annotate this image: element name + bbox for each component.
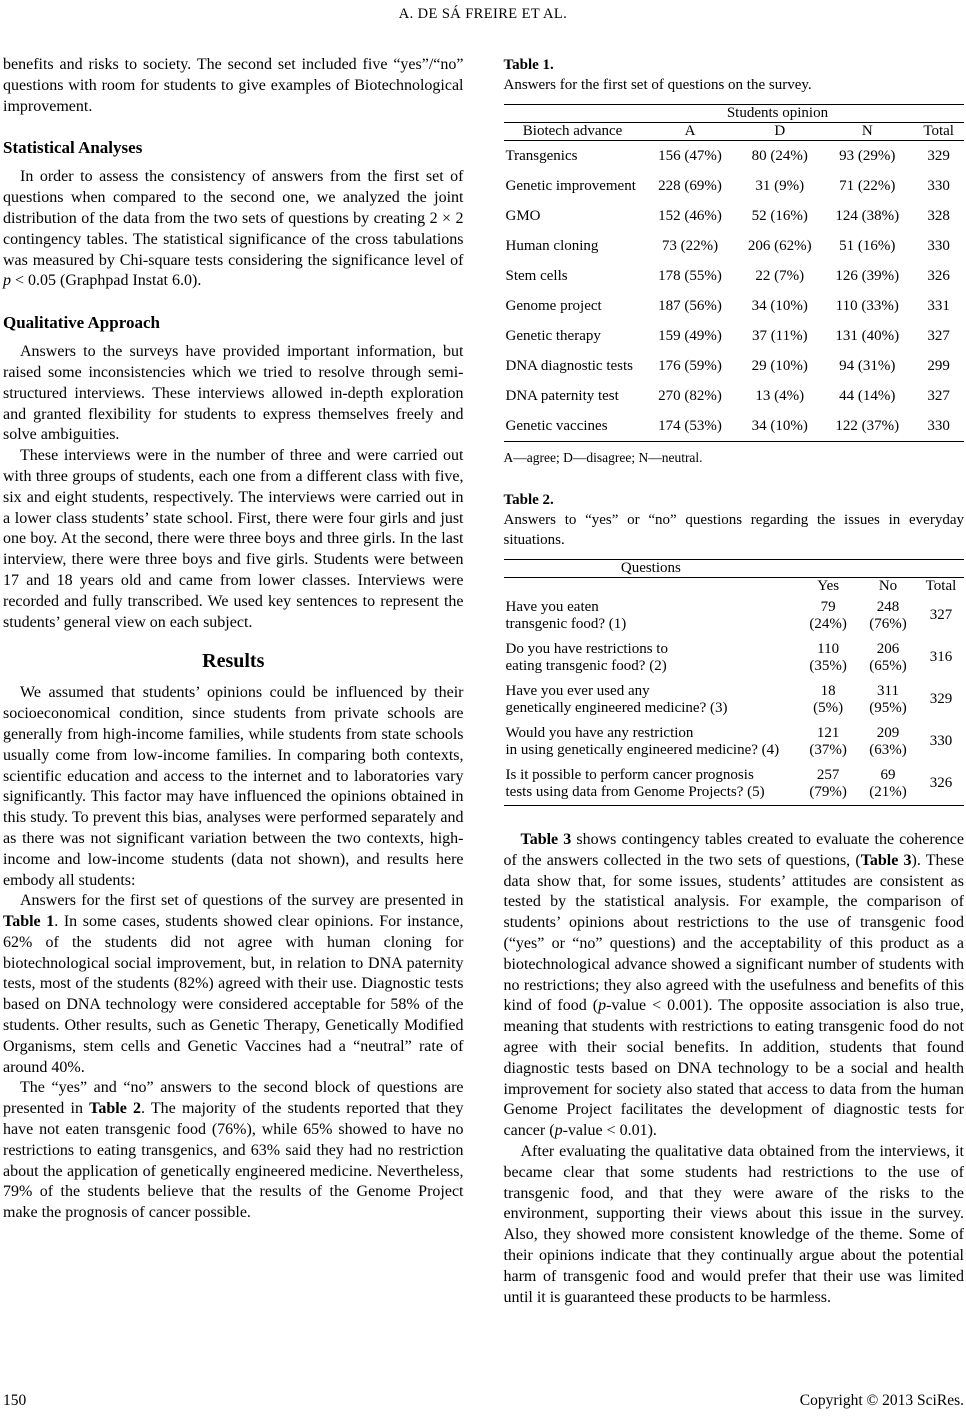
table-header-row [504, 123, 965, 141]
text-segment: Table 3 [860, 851, 912, 869]
table-row [504, 637, 965, 679]
table-cell: 93 (29%) [839, 147, 896, 164]
table-span-header-row [504, 560, 965, 578]
table-row [504, 141, 965, 172]
table-cell: 327 [927, 327, 950, 344]
table-cell: 326 [927, 267, 950, 284]
table-cell: Human cloning [505, 237, 599, 254]
table-cell: 311 (95%) [869, 682, 907, 716]
table-row [504, 351, 965, 381]
text-segment: Table 3 [520, 831, 572, 848]
table-cell: 110 (35%) [809, 640, 847, 674]
table-cell: 174 (53%) [658, 417, 722, 434]
paragraph [504, 1142, 965, 1308]
paragraph [3, 683, 464, 891]
text-segment: Answers to the surveys have provided important information, but raised some inconsistencies which we tried to resolve through semi-structured interviews. These interviews allowed in-depth exploration and granted flexibility for students to express themselves freely and solve ambiguities. [3, 343, 464, 444]
table-cell: 71 (22%) [839, 177, 896, 194]
table-cell: 209 (63%) [869, 724, 907, 758]
text-segment: -value < 0.001). The opposite association is also true, meaning that students with restrictions to eating transgenic food do not agree with their social benefits. In addition, students that found diagnostic tests based on DNA technology to be a social and health improvement for society also stated that access to data from the human Genome Project facilitates the development of diagnostic tests for cancer ( [503, 997, 964, 1140]
text-segment: The “yes” and “no” answers to the second block of questions are presented in [3, 1079, 464, 1118]
text-segment: shows contingency tables created to evaluate the coherence of the answers collected in the two sets of questions, ( [503, 831, 964, 869]
table-cell: 110 (33%) [835, 297, 899, 314]
span-header: Students opinion [642, 105, 914, 123]
table-row [504, 381, 965, 411]
table-1-label: Table 1. [503, 57, 554, 73]
column-header: A [642, 123, 739, 141]
table-1-footnote: A—agree; D—disagree; N—neutral. [503, 450, 703, 465]
paragraph [3, 1078, 464, 1224]
paragraph [504, 830, 965, 1142]
table-cell: 51 (16%) [839, 237, 896, 254]
table-cell: 316 [929, 649, 953, 666]
table-cell: Transgenics [505, 147, 578, 164]
table-cell: 257 (79%) [809, 766, 847, 800]
table-cell: 31 (9%) [755, 177, 805, 194]
table-1-grid [504, 104, 965, 442]
page-number: 150 [3, 1392, 27, 1409]
table-row [504, 595, 965, 637]
text-segment: < 0.05 (Graphpad Instat 6.0). [11, 272, 202, 290]
table-cell: 94 (31%) [839, 357, 896, 374]
table-1-caption [504, 55, 965, 95]
table-cell: 329 [929, 691, 953, 708]
page-footer [3, 1392, 964, 1410]
paragraph [3, 55, 464, 117]
table-cell: 327 [929, 607, 953, 624]
right-column [504, 55, 965, 1308]
span-header: Questions [504, 560, 799, 578]
left-column [3, 55, 464, 1308]
table-cell: 18 (5%) [813, 682, 844, 716]
table-cell: 126 (39%) [835, 267, 900, 284]
column-header: Total [913, 123, 964, 141]
empty-cell [858, 560, 918, 578]
paragraph [3, 342, 464, 446]
running-head: A. DE SÁ FREIRE ET AL. [398, 6, 568, 22]
table-cell: 80 (24%) [751, 147, 808, 164]
table-row [504, 321, 965, 351]
table-cell: 69 (21%) [869, 766, 907, 800]
table-cell: Do you have restrictions to eating transgenic food? (2) [505, 640, 668, 674]
paragraph [3, 167, 464, 292]
text-segment: p [554, 1122, 563, 1140]
table-cell: 330 [929, 733, 953, 750]
table-cell: 248 (76%) [869, 598, 907, 632]
table-cell: 327 [927, 387, 950, 404]
text-segment: p [3, 272, 11, 290]
table-2 [504, 490, 965, 806]
text-segment: We assumed that students’ opinions could be influenced by their socioeconomical condition, since students from private schools are generally from high-income families, while students from state schools usually come from low-income families. In comparing both contexts, scientific education and access to the internet and to laboratories vary significantly. This factor may have influenced the opinions obtained in this study. To prevent this bias, analyses were performed separately and as there was not significant variation between the two contexts, high-income and low-income students (data not shown), and results here embody all students: [3, 684, 464, 889]
column-header: D [738, 123, 821, 141]
table-cell: 13 (4%) [755, 387, 805, 404]
table-1 [504, 55, 965, 466]
table-cell: 330 [927, 417, 950, 434]
table-cell: 187 (56%) [658, 297, 722, 314]
table-cell: 331 [927, 297, 950, 314]
table-cell: Stem cells [505, 267, 568, 284]
table-cell: 228 (69%) [658, 177, 722, 194]
table-cell: 124 (38%) [835, 207, 900, 224]
text-segment: -value < 0.01). [562, 1122, 657, 1140]
table-row [504, 231, 965, 261]
text-segment: . The majority of the students reported that they have not eaten transgenic food (76%), while 65% showed to have no restrictions to eating transgenics, and 63% said they had no restriction about the application of genetically engineered medicine. Nevertheless, 79% of the students believe that the results of the Genome Project make the prognosis of cancer possible. [3, 1100, 464, 1222]
table-row [504, 721, 965, 763]
table-cell: 79 (24%) [809, 598, 847, 632]
table-cell: 37 (11%) [751, 327, 808, 344]
text-segment: p [598, 997, 607, 1015]
table-row [504, 763, 965, 806]
empty-cell [504, 105, 642, 123]
paragraph [3, 446, 464, 633]
table-header-row [504, 578, 965, 596]
table-cell: 34 (10%) [751, 417, 808, 434]
table-cell: 329 [927, 147, 950, 164]
column-header: N [821, 123, 913, 141]
column-header: No [878, 578, 898, 594]
text-segment: Table 1 [3, 913, 55, 931]
table-span-header-row [504, 105, 965, 123]
table-2-caption [504, 490, 965, 550]
table-cell: Have you eaten transgenic food? (1) [505, 598, 627, 632]
table-cell: 73 (22%) [661, 237, 719, 254]
empty-cell [913, 105, 964, 123]
text-segment: Table 2 [89, 1100, 141, 1118]
paragraph [3, 891, 464, 1078]
table-row [504, 411, 965, 442]
table-cell: 330 [927, 177, 950, 194]
table-cell: 299 [927, 357, 950, 374]
table-1-caption-text: Answers for the first set of questions on the survey. [503, 77, 812, 93]
table-cell: Genome project [505, 297, 602, 314]
empty-cell [504, 578, 799, 596]
text-segment: benefits and risks to society. The second set included five “yes”/“no” questions with room for students to give examples of Biotechnological improvement. [3, 56, 464, 115]
table-2-caption-text: Answers to “yes” or “no” questions regarding the issues in everyday situations. [503, 512, 964, 548]
table-cell: Is it possible to perform cancer prognosis tests using data from Genome Projects? (5) [505, 766, 765, 800]
table-cell: 176 (59%) [658, 357, 722, 374]
text-segment: In order to assess the consistency of answers from the first set of questions when compared to the second one, we analyzed the joint distribution of the data from the two sets of questions by creating 2 × 2 contingency tables. The statistical significance of the cross tabulations was measured by Chi-square tests considering the significance level of [3, 168, 464, 269]
table-cell: Would you have any restriction in using genetically engineered medicine? (4) [505, 724, 780, 758]
table-row [504, 261, 965, 291]
table-row [504, 291, 965, 321]
column-header: Total [925, 578, 957, 594]
text-segment: ). These data show that, for some issues, students’ attitudes are consistent as tested by the statistical analysis. For example, the comparison of students’ opinions about restrictions to the use of transgenic food (“yes” or “no” questions) and the acceptability of this product as a biotechnological advance showed a significant number of students with no restrictions; they also agreed with the usefulness and benefits of this kind of food ( [503, 851, 964, 1015]
table-2-label: Table 2. [503, 492, 554, 508]
table-cell: 44 (14%) [839, 387, 896, 404]
text-segment: . In some cases, students showed clear opinions. For instance, 62% of the students did not agree with human cloning for biotechnological social improvement, but, in relation to DNA paternity tests, most of the students (82%) agreed with their use. Diagnostic tests based on DNA technology were considered acceptable for 58% of the students. Other results, such as Genetic Therapy, Genetically Modified Organisms, stem cells and Genetic Vaccines had a “neutral” rate of around 40%. [3, 913, 464, 1076]
column-header: Biotech advance [504, 123, 642, 141]
table-cell: 22 (7%) [755, 267, 805, 284]
copyright-notice: Copyright © 2013 SciRes. [799, 1392, 964, 1409]
right-column-text [504, 830, 965, 1308]
table-cell: 326 [929, 775, 953, 792]
table-2-grid [504, 559, 965, 806]
table-cell: 270 (82%) [658, 387, 722, 404]
table-cell: Genetic vaccines [505, 417, 608, 434]
table-row [504, 171, 965, 201]
empty-cell [798, 560, 858, 578]
section-subheading: Statistical Analyses [3, 138, 143, 158]
two-column-layout [0, 55, 966, 1308]
table-cell: 52 (16%) [751, 207, 808, 224]
table-cell: 156 (47%) [658, 147, 722, 164]
text-segment: These interviews were in the number of three and were carried out with three groups of students, each one from a different class with five, six and eight students, respectively. The interviews were carried out in a lower class students’ state school. First, there were four girls and just one boy. At the second, there were three boys and three girls. In the last interview, there were three boys and five girls. Students were between 17 and 18 years old and came from lower classes. Interviews were recorded and fully transcribed. We used key sentences to represent the students’ general view on each subject. [3, 447, 464, 631]
table-cell: 159 (49%) [658, 327, 722, 344]
table-cell: 178 (55%) [658, 267, 722, 284]
table-cell: 131 (40%) [835, 327, 900, 344]
column-header: Yes [817, 578, 840, 594]
table-row [504, 679, 965, 721]
table-cell: 29 (10%) [751, 357, 808, 374]
table-cell: DNA diagnostic tests [505, 357, 633, 374]
table-cell: 330 [927, 237, 950, 254]
section-heading: Results [202, 650, 265, 673]
table-cell: Have you ever used any genetically engineered medicine? (3) [505, 682, 728, 716]
table-cell: 206 (62%) [747, 237, 812, 254]
table-cell: GMO [505, 207, 541, 224]
text-segment: Answers for the first set of questions of the survey are presented in [20, 892, 464, 910]
section-subheading: Qualitative Approach [3, 313, 160, 333]
table-row [504, 201, 965, 231]
table-cell: 122 (37%) [835, 417, 900, 434]
table-cell: 121 (37%) [809, 724, 847, 758]
empty-cell [918, 560, 964, 578]
table-cell: 328 [927, 207, 950, 224]
table-cell: 34 (10%) [751, 297, 808, 314]
table-cell: Genetic therapy [505, 327, 601, 344]
table-cell: 152 (46%) [658, 207, 722, 224]
table-cell: Genetic improvement [505, 177, 636, 194]
table-cell: DNA paternity test [505, 387, 619, 404]
table-cell: 206 (65%) [869, 640, 907, 674]
text-segment: After evaluating the qualitative data obtained from the interviews, it became clear that some students had restrictions to the use of transgenic food, and that they were aware of the risks to the environment, supporting their views about this issue in the survey. Also, they showed more consistent knowledge of the theme. Some of their opinions indicate that they continually argue about the potential harm of transgenic food and would prefer that their use was limited until it is guaranteed these products to be harmless. [503, 1142, 964, 1306]
